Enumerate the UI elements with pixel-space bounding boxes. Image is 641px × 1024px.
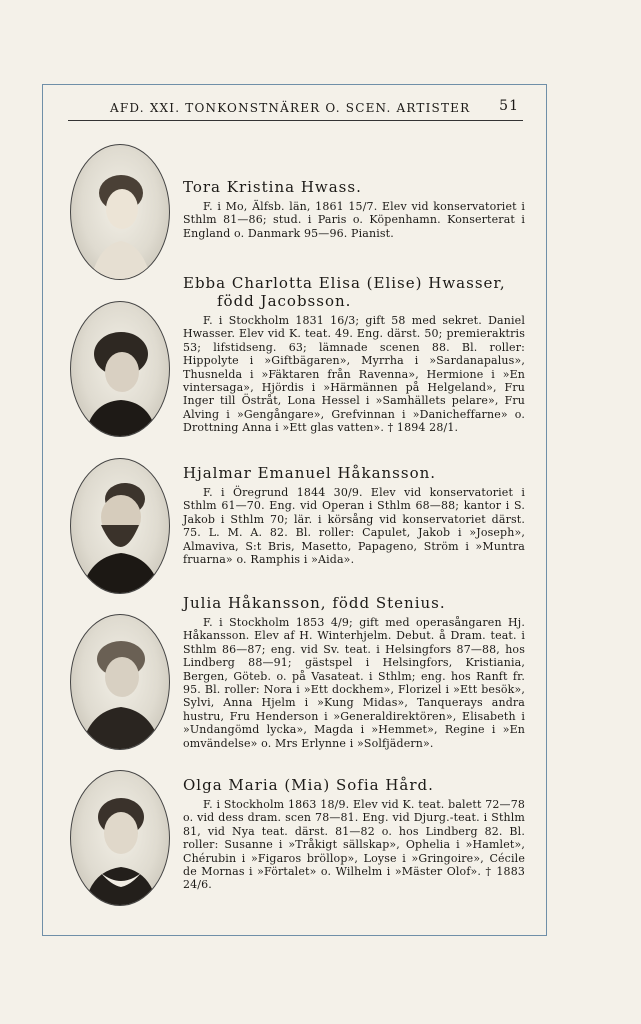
portrait-elise-hwasser: [70, 301, 170, 437]
portrait-hjalmar-hakansson: [70, 458, 170, 594]
portrait-olga-hard: [70, 770, 170, 906]
entry-name: Julia Håkansson, född Stenius.: [183, 594, 446, 612]
entry-tora-hwass: [183, 178, 525, 240]
portrait-julia-hakansson: [70, 614, 170, 750]
entry-bio: F. i Stockholm 1863 18/9. Elev vid K. teat. balett 72—78 o. vid dess dram. scen 78—81. Eng. vid Djurg.-teat. i Sthlm 81, vid Nya teat. därst. 81—82 o. hos Lindberg 82. Bl. roller: Susanne i »Tråkigt sällskap», Ophelia i »Hamlet», Chérubin i »Figaros bröllop», Loyse i »Gringoire», Cécile de Mornas i »Förtalet» o. Wilhelm i »Mäster Olof». † 1883 24/6.: [183, 798, 525, 892]
entry-elise-hwasser: [183, 274, 525, 435]
page-number: 51: [499, 98, 519, 114]
entry-name: Olga Maria (Mia) Sofia Hård.: [183, 776, 434, 794]
entry-julia-hakansson: [183, 594, 525, 750]
entry-bio: F. i Stockholm 1853 4/9; gift med operasångaren Hj. Håkansson. Elev af H. Winterhjelm. Debut. å Dram. teat. i Sthlm 86—87; eng. vid Sv. teat. i Helsingfors 87—88, hos Lindberg 88—91; gästspel i Helsingfors, Kristiania, Bergen, Göteb. o. på Vasateat. i Sthlm; eng. hos Ranft fr. 95. Bl. roller: Nora i »Ett dockhem», Florizel i »Ett besök», Sylvi, Anna Hjelm i »Kung Midas», Tanquerays andra hustru, Fru Henderson i »Generaldirektören», Elisabeth i »Undangömd lycka», Magda i »Hemmet», Regine i »En omvändelse» o. Mrs Erlynne i »Solfjädern».: [183, 616, 525, 750]
entry-hjalmar-hakansson: [183, 464, 525, 566]
entry-bio: F. i Öregrund 1844 30/9. Elev vid konservatoriet i Sthlm 61—70. Eng. vid Operan i Sthlm 68—88; kantor i S. Jakob i Sthlm 70; lär. i körsång vid konservatoriet därst. 75. L. M. A. 82. Bl. roller: Capulet, Jakob i »Joseph», Almaviva, S:t Bris, Masetto, Papageno, Ström i »Muntra fruarna» o. Ramphis i »Aida».: [183, 486, 525, 567]
entry-name: Ebba Charlotta Elisa (Elise) Hwasser, född Jacobsson.: [183, 274, 506, 310]
entry-name: Hjalmar Emanuel Håkansson.: [183, 464, 437, 482]
entry-bio: F. i Mo, Älfsb. län, 1861 15/7. Elev vid konservatoriet i Sthlm 81—86; stud. i Paris o. Köpenhamn. Konserterat i England o. Danmark 95—96. Pianist.: [183, 200, 525, 240]
running-header: [68, 98, 523, 121]
header-title: AFD. XXI. TONKONSTNÄRER O. SCEN. ARTISTER: [110, 101, 471, 115]
entry-name: Tora Kristina Hwass.: [183, 178, 362, 196]
portrait-tora-hwass: [70, 144, 170, 280]
entry-bio: F. i Stockholm 1831 16/3; gift 58 med sekret. Daniel Hwasser. Elev vid K. teat. 49. Eng. därst. 50; premieraktris 53; lifstidseng. 63; lämnade scenen 88. Bl. roller: Hippolyte i »Giftbägaren», Myrrha i »Sardanapalus», Thusnelda i »Fäktaren från Ravenna», Hermione i »En vintersaga», Hjördis i »Härmännen på Helgeland», Fru Inger till Östråt, Lona Hessel i »Samhällets pelare», Fru Alving i »Gengångare», Grefvinnan i »Danicheffarne» o. Drottning Anna i »Ett glas vatten». † 1894 28/1.: [183, 314, 525, 435]
entry-olga-hard: [183, 776, 525, 892]
